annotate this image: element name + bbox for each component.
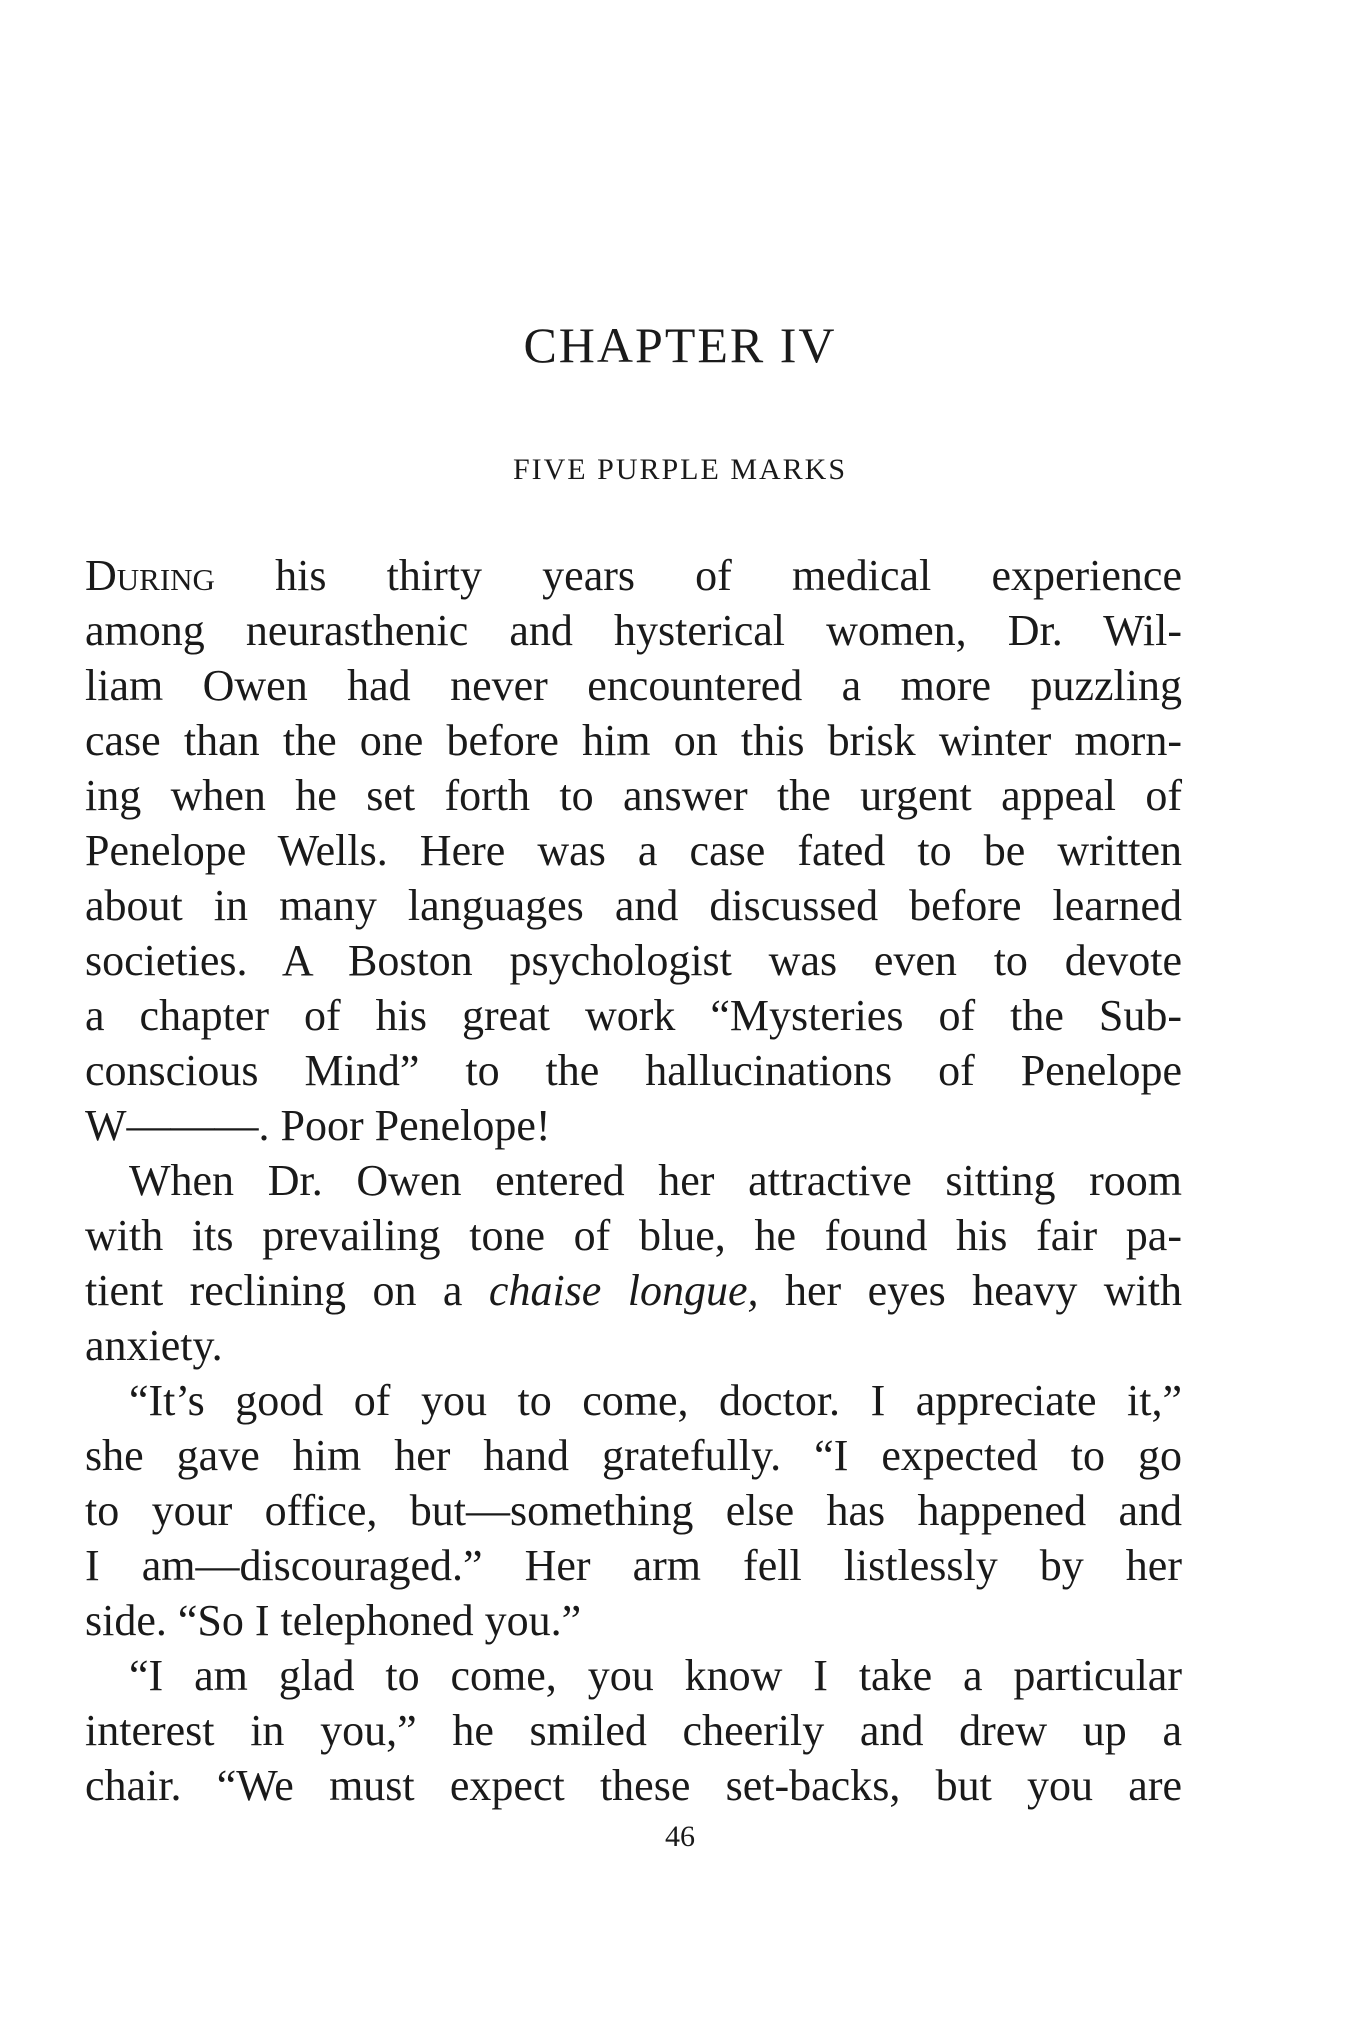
text-line: about in many languages and discussed before learned	[85, 881, 1182, 930]
drop-word: During	[85, 551, 215, 600]
chapter-title: CHAPTER IV	[523, 317, 837, 373]
text-line: I am—discouraged.” Her arm fell listlessly by her	[85, 1541, 1182, 1590]
text-line: anxiety.	[85, 1321, 223, 1370]
text-line: Penelope Wells. Here was a case fated to be written	[85, 826, 1182, 875]
text-line: a chapter of his great work “Mysteries of the Sub-	[85, 991, 1182, 1040]
text-line: liam Owen had never encountered a more puzzling	[85, 661, 1182, 710]
page-number: 46	[665, 1820, 695, 1853]
text-line: to your office, but—something else has happened and	[85, 1486, 1182, 1535]
text-line: case than the one before him on this brisk winter morn-	[85, 716, 1182, 765]
text-line: During his thirty years of medical experience	[85, 551, 1182, 600]
text-line: ing when he set forth to answer the urgent appeal of	[85, 771, 1182, 820]
italic-phrase: chaise longue,	[488, 1266, 759, 1315]
chapter-subtitle: FIVE PURPLE MARKS	[512, 453, 848, 486]
text-line: interest in you,” he smiled cheerily and drew up a	[85, 1706, 1182, 1755]
text-line: W———. Poor Penelope!	[85, 1101, 551, 1150]
text-line: with its prevailing tone of blue, he found his fair pa-	[85, 1211, 1182, 1260]
text-line: tient reclining on a chaise longue, her eyes heavy with	[85, 1266, 1182, 1315]
text-line: “It’s good of you to come, doctor. I appreciate it,”	[129, 1376, 1182, 1425]
text-line: societies. A Boston psychologist was even to devote	[85, 936, 1182, 985]
text-line: chair. “We must expect these set-backs, but you are	[85, 1761, 1182, 1810]
text-line: conscious Mind” to the hallucinations of Penelope	[85, 1046, 1182, 1095]
text-line: When Dr. Owen entered her attractive sitting room	[129, 1156, 1182, 1205]
text-line: side. “So I telephoned you.”	[85, 1596, 582, 1645]
text-line: “I am glad to come, you know I take a particular	[129, 1651, 1182, 1700]
text-line: she gave him her hand gratefully. “I expected to go	[85, 1431, 1182, 1480]
text-line: among neurasthenic and hysterical women, Dr. Wil-	[85, 606, 1182, 655]
body-text	[85, 548, 1182, 1813]
